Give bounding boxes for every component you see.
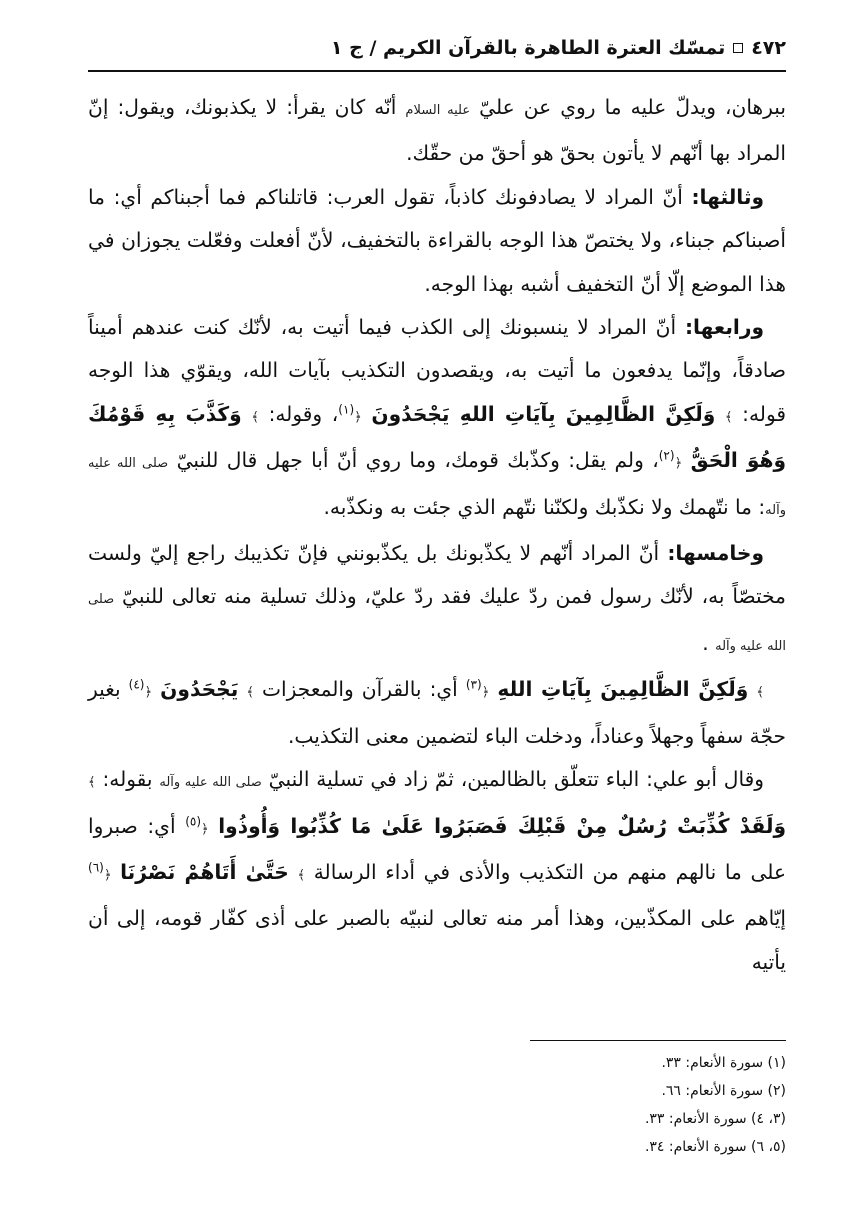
quran-bracket-left: ﴿ xyxy=(201,821,209,837)
quran-bracket-left: ﴿ xyxy=(481,685,490,701)
quran-bracket-right: ﴾ xyxy=(246,685,254,701)
footnotes xyxy=(86,1049,786,1161)
footnote-ref: (٦) xyxy=(88,860,104,875)
quran-bracket-right: ﴾ xyxy=(251,409,259,425)
footnote-ref: (١) xyxy=(338,402,355,417)
paragraph-6-text-b: بقوله: xyxy=(102,767,153,792)
quran-quote: حَتَّىٰ أَتَاهُمْ نَصْرُنَا xyxy=(120,859,289,884)
honorific-mark: صلى الله عليه وآله xyxy=(88,592,786,654)
paragraph-3-text-c: ، ولم يقل: وكذّبك قومك، وما روي أنّ أبا جهل قال للنبيّ xyxy=(176,448,659,473)
paragraph-4 xyxy=(88,532,786,668)
footnote-ref: (٢) xyxy=(658,448,675,463)
quran-bracket-left: ﴿ xyxy=(354,409,362,425)
honorific-mark: عليه السلام xyxy=(405,103,471,118)
paragraph-4-end: . xyxy=(702,630,709,655)
paragraph-2 xyxy=(88,176,786,306)
paragraph-3-label: ورابعها: xyxy=(684,315,764,340)
paragraph-3-text-b: ، وقوله: xyxy=(268,401,339,426)
paragraph-6 xyxy=(88,758,786,984)
quran-quote: يَجْحَدُونَ xyxy=(160,677,239,702)
paragraph-1-text-b: أنّه كان يقرأ: لا يكذبونك، ويقول: إنّ المراد بها أنّهم لا يأتون بحقّ هو أحقّ من حقّك. xyxy=(88,95,786,166)
paragraph-1-text-a: ببرهان، ويدلّ عليه ما روي عن عليّ xyxy=(479,95,786,119)
footnote-ref: (٥) xyxy=(185,813,202,828)
paragraph-3 xyxy=(88,306,786,532)
paragraph-5 xyxy=(88,668,786,758)
footnote-item: (٢) سورة الأنعام: ٦٦. xyxy=(661,1083,786,1099)
header-separator-box xyxy=(733,43,743,53)
paragraph-4-label: وخامسها: xyxy=(667,541,765,566)
paragraph-6-text-c: أي: صبروا على ما نالهم منهم من التكذيب والأذى في أداء الرسالة xyxy=(88,813,787,884)
footnote-rule xyxy=(530,1040,786,1041)
quran-bracket-right: ﴾ xyxy=(724,409,733,425)
paragraph-6-text-a: وقال أبو علي: الباء تتعلّق بالظالمين، ثمّ زاد في تسلية النبيّ xyxy=(268,767,764,792)
running-title: تمسّك العترة الطاهرة بالقرآن الكريم / ج ١ xyxy=(330,37,726,59)
paragraph-5-text-b: بغير حجّة سفهاً وجهلاً وعناداً، ودخلت الباء لتضمين معنى التكذيب. xyxy=(88,677,786,748)
running-header xyxy=(88,28,786,68)
footnote-item: (٥، ٦) سورة الأنعام: ٣٤. xyxy=(644,1139,786,1155)
page-number: ٤٧٢ xyxy=(751,37,786,59)
quran-bracket-left: ﴿ xyxy=(674,456,683,472)
paragraph-4-text: أنّ المراد أنّهم لا يكذّبونك بل يكذّبونني فإنّ تكذيبك راجع إليّ ولست مختصّاً به، لأنّك رسول فمن ردّ عليك فقد ردّ عليّ، وذلك تسلية منه تعالى للنبيّ xyxy=(88,541,786,609)
paragraph-2-label: وثالثها: xyxy=(691,184,764,209)
quran-bracket-right: ﴾ xyxy=(756,685,764,701)
quran-bracket-right: ﴾ xyxy=(297,867,306,883)
paragraph-1 xyxy=(88,86,786,176)
quran-quote: وَلَكِنَّ الظَّالِمِينَ بِآيَاتِ اللهِ xyxy=(497,677,749,702)
paragraph-3-text-d: : ما نتّهمك ولا نكذّبك ولكنّنا نتّهم الذي جئت به ونكذّبه. xyxy=(323,494,766,519)
quran-quote: وَكَذَّبَ بِهِ قَوْمُكَ وَهُوَ الْحَقُّ xyxy=(88,401,787,473)
paragraph-3-text-a: أنّ المراد لا ينسبونك إلى الكذب فيما أتيت به، لأنّك كنت عندهم أميناً صادقاً، وإنّما يدفعون ما أتيت به، ويقصدون التكذيب بآيات الله، ويقوّي هذا الوجه قوله: xyxy=(88,315,787,426)
quran-bracket-left: ﴿ xyxy=(103,867,112,883)
footnote-ref: (٤) xyxy=(128,677,145,692)
honorific-mark: صلى الله عليه وآله xyxy=(159,775,262,791)
footnote-item: (٣، ٤) سورة الأنعام: ٣٣. xyxy=(644,1111,786,1127)
quran-quote: وَلَقَدْ كُذِّبَتْ رُسُلٌ مِنْ قَبْلِكَ فَصَبَرُوا عَلَىٰ مَا كُذِّبُوا وَأُوذُوا xyxy=(218,813,786,838)
quran-bracket-left: ﴿ xyxy=(144,685,153,701)
footnote-ref: (٣) xyxy=(465,677,482,692)
quran-quote: وَلَكِنَّ الظَّالِمِينَ بِآيَاتِ اللهِ يَجْحَدُونَ xyxy=(371,401,716,426)
header-rule xyxy=(88,70,786,72)
footnote-item: (١) سورة الأنعام: ٣٣. xyxy=(661,1055,786,1071)
paragraph-6-text-d: إيّاهم على المكذّبين، وهذا أمر منه تعالى لنبيّه بالصبر على أذى كفّار قومه، إلى أن يأتيه xyxy=(88,906,786,974)
main-text xyxy=(88,86,786,984)
quran-bracket-right: ﴾ xyxy=(88,775,96,791)
paragraph-2-text: أنّ المراد لا يصادفونك كاذباً، تقول العرب: قاتلناكم فما أجبناكم أي: ما أصبناكم جبناء، ولا يختصّ هذا الوجه بالقراءة بالتخفيف، لأنّ أفعلت وفعّلت يجوزان في هذا الموضع إلّا أنّ التخفيف أشبه بهذا الوجه. xyxy=(88,184,786,296)
honorific-mark: صلى الله عليه وآله xyxy=(88,456,786,518)
paragraph-5-text-a: أي: بالقرآن والمعجزات xyxy=(262,677,458,702)
